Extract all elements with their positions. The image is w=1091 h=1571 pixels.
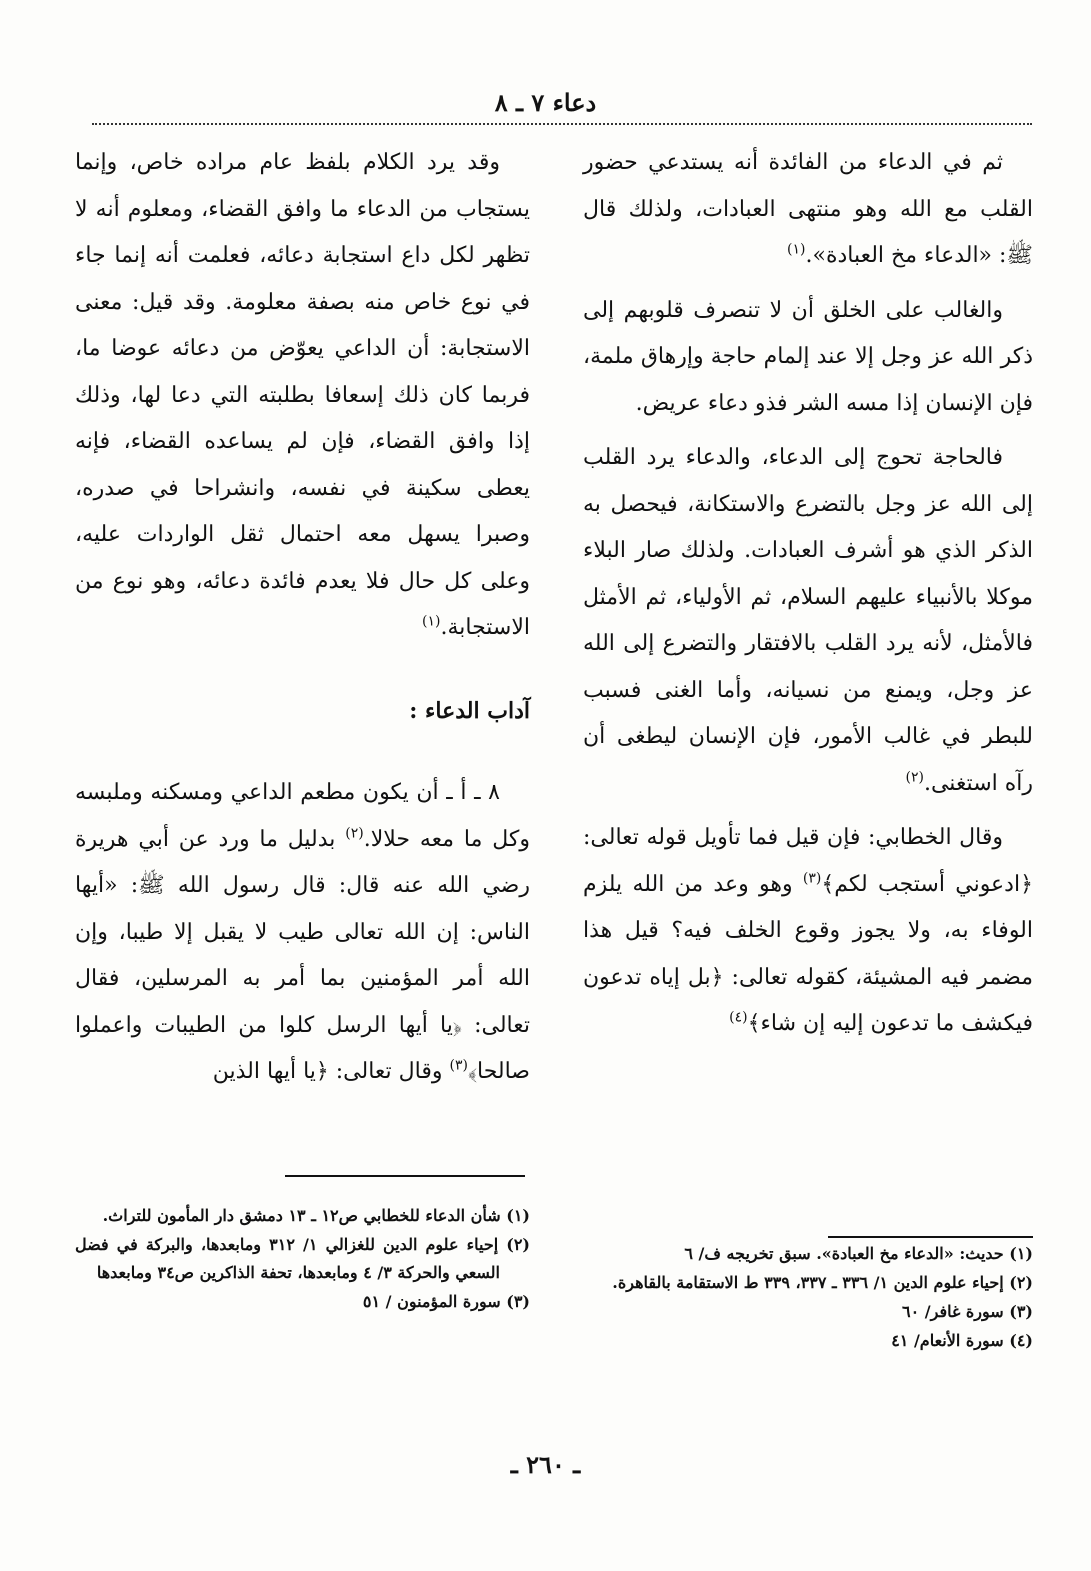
- page-number: ـ ٢٦٠ ـ: [510, 1450, 581, 1479]
- footnote-ref[interactable]: (١): [787, 241, 806, 258]
- section-heading: آداب الدعاء :: [409, 697, 530, 724]
- paragraph-text: وقد يرد الكلام بلفظ عام مراده خاص، وإنما يستجاب من الدعاء ما وافق القضاء، ومعلوم أنه لا تظهر لكل داع استجابة دعائه، فعلمت أنه إنما جاء في نوع خاص منه بصفة معلومة. وقد قيل: معنى الاستجابة: أن الداعي يعوّض من دعائه عوضا ما، فربما كان ذلك إسعافا بطلبته التي دعا لها، وذلك إذا وافق القضاء، فإن لم يساعده القضاء، فإنه يعطى سكينة في نفسه، وانشراحا في صدره، وصبرا يسهل معه احتمال ثقل الواردات عليه، وعلى كل حال فلا يعدم فائدة دعائه، وهو نوع من الاستجابة.: [75, 150, 530, 640]
- footnote: (٣) سورة المؤمنون / ٥١: [362, 1292, 530, 1311]
- footnote-divider-right: [828, 1236, 1033, 1238]
- paragraph-text: فالحاجة تحوج إلى الدعاء، والدعاء يرد القلب إلى الله عز وجل بالتضرع والاستكانة، فيحصل به الذكر الذي هو أشرف العبادات. ولذلك صار البلاء موكلا بالأنبياء عليهم السلام، ثم الأولياء، ثم الأمثل فالأمثل، لأنه يرد القلب بالافتقار والتضرع إلى الله عز وجل، ويمنع من نسيانه، وأما الغنى فسبب للبطر في غالب الأمور، فإن الإنسان ليطغى أن رآه استغنى.: [583, 445, 1033, 796]
- footnote: (٢) إحياء علوم الدين ١/ ٣٣٦ ـ ٣٣٧، ٣٣٩ ط الاستقامة بالقاهرة.: [612, 1273, 1033, 1292]
- right-column: [583, 140, 1033, 1048]
- running-head: دعاء ٧ ـ ٨: [494, 88, 597, 117]
- header-divider: [92, 123, 1032, 125]
- footnote: (١) حديث: «الدعاء مخ العبادة». سبق تخريجه ف/ ٦: [684, 1244, 1033, 1263]
- footnote: (٤) سورة الأنعام/ ٤١: [891, 1331, 1033, 1350]
- paragraph: [583, 435, 1033, 807]
- paragraph-text: بدليل ما ورد عن أبي هريرة رضي الله عنه قال: قال رسول الله ﷺ: «أيها الناس: إن الله تعالى طيب لا يقبل إلا طيبا، وإن الله أمر المؤمنين بما أمر به المرسلين، فقال تعالى: ﴿يا أيها الرسل كلوا من الطيبات واعملوا صالحا﴾: [75, 826, 530, 1084]
- paragraph-text: ثم في الدعاء من الفائدة أنه يستدعي حضور القلب مع الله وهو منتهى العبادات، ولذلك قال ﷺ: «الدعاء مخ العبادة».: [583, 150, 1033, 268]
- paragraph: [583, 140, 1033, 280]
- paragraph: [583, 288, 1033, 428]
- paragraph: [583, 815, 1033, 1048]
- paragraph-text: ٨ ـ أ ـ أن يكون مطعم الداعي ومسكنه وملبسه وكل ما معه حلالا.: [75, 780, 531, 852]
- paragraph-text: وهو وعد من الله يلزم الوفاء به، ولا يجوز وقوع الخلف فيه؟ قيل هذا مضمر فيه المشيئة، كقوله تعالى: ﴿بل إياه تدعون فيكشف ما تدعون إليه إن شاء﴾: [583, 871, 1033, 1036]
- paragraph-text: وقال تعالى: ﴿يا أيها الذين: [212, 1059, 450, 1084]
- footnote: (٢) إحياء علوم الدين للغزالي ١/ ٣١٢ ومابعدها، والبركة في فضل السعي والحركة ٣/ ٤ ومابعدها، تحفة الذاكرين ص٣٤ ومابعدها: [75, 1235, 530, 1282]
- paragraph: [75, 140, 530, 652]
- paragraph-text: وقال الخطابي: فإن قيل فما تأويل قوله تعالى: ﴿ادعوني أستجب لكم﴾: [583, 825, 1033, 897]
- left-column: [75, 140, 530, 1096]
- footnote: (١) شأن الدعاء للخطابي ص١٢ ـ ١٣ دمشق دار المأمون للتراث.: [102, 1206, 530, 1225]
- footnote-divider-left: [285, 1175, 525, 1177]
- footnotes-left: [75, 1202, 530, 1317]
- footnote-ref[interactable]: (٣): [802, 870, 822, 887]
- footnote-ref[interactable]: (٢): [345, 825, 364, 842]
- paragraph-text: والغالب على الخلق أن لا تنصرف قلوبهم إلى ذكر الله عز وجل إلا عند إلمام حاجة وإرهاق ملمة، فإن الإنسان إذا مسه الشر فذو دعاء عريض.: [583, 297, 1033, 416]
- footnote-ref[interactable]: (١): [421, 613, 441, 630]
- footnote-ref[interactable]: (٣): [449, 1057, 468, 1074]
- footnote-ref[interactable]: (٤): [729, 1009, 748, 1026]
- footnote-ref[interactable]: (٢): [905, 769, 924, 786]
- footnote: (٣) سورة غافر/ ٦٠: [902, 1302, 1033, 1321]
- footnotes-right: [583, 1240, 1033, 1356]
- paragraph: [75, 770, 530, 1096]
